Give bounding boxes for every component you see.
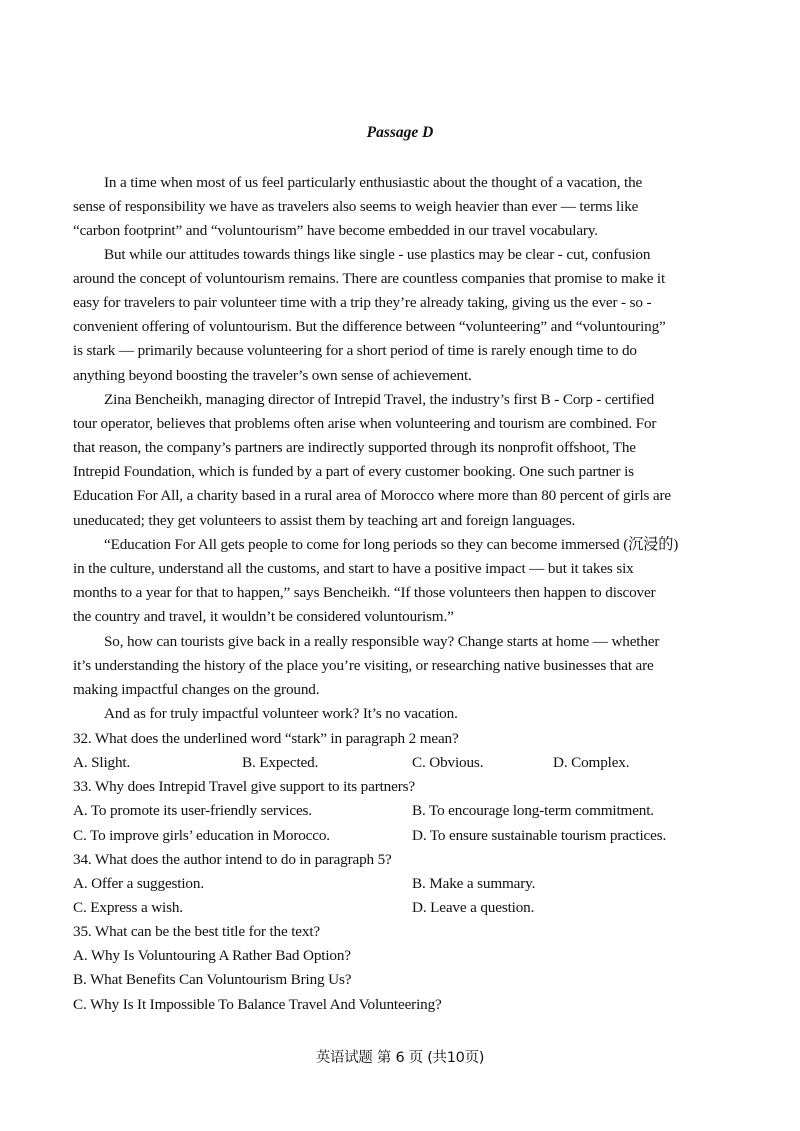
option-a[interactable]: A. Slight. [73, 754, 131, 771]
option-d[interactable]: D. Leave a question. [412, 899, 535, 916]
question-stem: 32. What does the underlined word “stark” in paragraph 2 mean? [73, 730, 459, 747]
option-b[interactable]: B. Make a summary. [412, 875, 536, 892]
passage-line: anything beyond boosting the traveler’s own sense of achievement. [73, 367, 472, 384]
passage-line: that reason, the company’s partners are indirectly supported through its nonprofit offshoot, The [73, 439, 636, 456]
option-a[interactable]: A. Offer a suggestion. [73, 875, 204, 892]
question-stem: 33. Why does Intrepid Travel give support to its partners? [73, 778, 415, 795]
passage-line: convenient offering of voluntourism. But the difference between “volunteering” and “voluntouring” [73, 318, 666, 335]
option-d[interactable]: D. To ensure sustainable tourism practices. [412, 827, 667, 844]
passage-line: is stark — primarily because volunteering for a short period of time is rarely enough time to do [73, 342, 637, 359]
passage-line: So, how can tourists give back in a really responsible way? Change starts at home — whether [104, 633, 660, 650]
option-c[interactable]: C. Express a wish. [73, 899, 183, 916]
passage-line: it’s understanding the history of the place you’re visiting, or researching native businesses that are [73, 657, 654, 674]
passage-line: months to a year for that to happen,” says Bencheikh. “If those volunteers then happen to discover [73, 584, 656, 601]
question-stem: 35. What can be the best title for the text? [73, 923, 320, 940]
passage-line: And as for truly impactful volunteer work? It’s no vacation. [104, 705, 458, 722]
option-d[interactable]: D. Complex. [553, 754, 630, 771]
option-c[interactable]: C. Why Is It Impossible To Balance Travel And Volunteering? [73, 996, 442, 1013]
passage-line: easy for travelers to pair volunteer time with a trip they’re already taking, giving us the ever - so - [73, 294, 652, 311]
passage-line: In a time when most of us feel particularly enthusiastic about the thought of a vacation, the [104, 174, 643, 191]
passage-line: Intrepid Foundation, which is funded by a part of every customer booking. One such partner is [73, 463, 634, 480]
passage-line: sense of responsibility we have as travelers also seems to weigh heavier than ever — terms like [73, 198, 639, 215]
passage-line: around the concept of voluntourism remains. There are countless companies that promise to make it [73, 270, 666, 287]
option-a[interactable]: A. Why Is Voluntouring A Rather Bad Option? [73, 947, 351, 964]
passage-line: “Education For All gets people to come for long periods so they can become immersed (沉浸的) [104, 536, 679, 553]
option-c[interactable]: C. To improve girls’ education in Morocco. [73, 827, 330, 844]
option-a[interactable]: A. To promote its user-friendly services. [73, 802, 312, 819]
option-b[interactable]: B. To encourage long-term commitment. [412, 802, 654, 819]
passage-line: in the culture, understand all the customs, and start to have a positive impact — but it takes six [73, 560, 634, 577]
question-stem: 34. What does the author intend to do in paragraph 5? [73, 851, 392, 868]
option-b[interactable]: B. Expected. [242, 754, 319, 771]
passage-line: uneducated; they get volunteers to assist them by teaching art and foreign languages. [73, 512, 576, 529]
page-footer: 英语试题 第 6 页 (共10页) [315, 1050, 485, 1066]
passage-line: making impactful changes on the ground. [73, 681, 320, 698]
option-c[interactable]: C. Obvious. [412, 754, 484, 771]
option-b[interactable]: B. What Benefits Can Voluntourism Bring Us? [73, 971, 352, 988]
passage-line: tour operator, believes that problems often arise when volunteering and tourism are combined. For [73, 415, 657, 432]
passage-line: Education For All, a charity based in a rural area of Morocco where more than 80 percent of girls are [73, 487, 672, 504]
passage-line: But while our attitudes towards things like single - use plastics may be clear - cut, confusion [104, 246, 651, 263]
passage-title: Passage D [366, 124, 434, 141]
passage-line: “carbon footprint” and “voluntourism” have become embedded in our travel vocabulary. [73, 222, 598, 239]
passage-line: Zina Bencheikh, managing director of Intrepid Travel, the industry’s first B - Corp - certified [104, 391, 655, 408]
passage-line: the country and travel, it wouldn’t be considered voluntourism.” [73, 608, 454, 625]
